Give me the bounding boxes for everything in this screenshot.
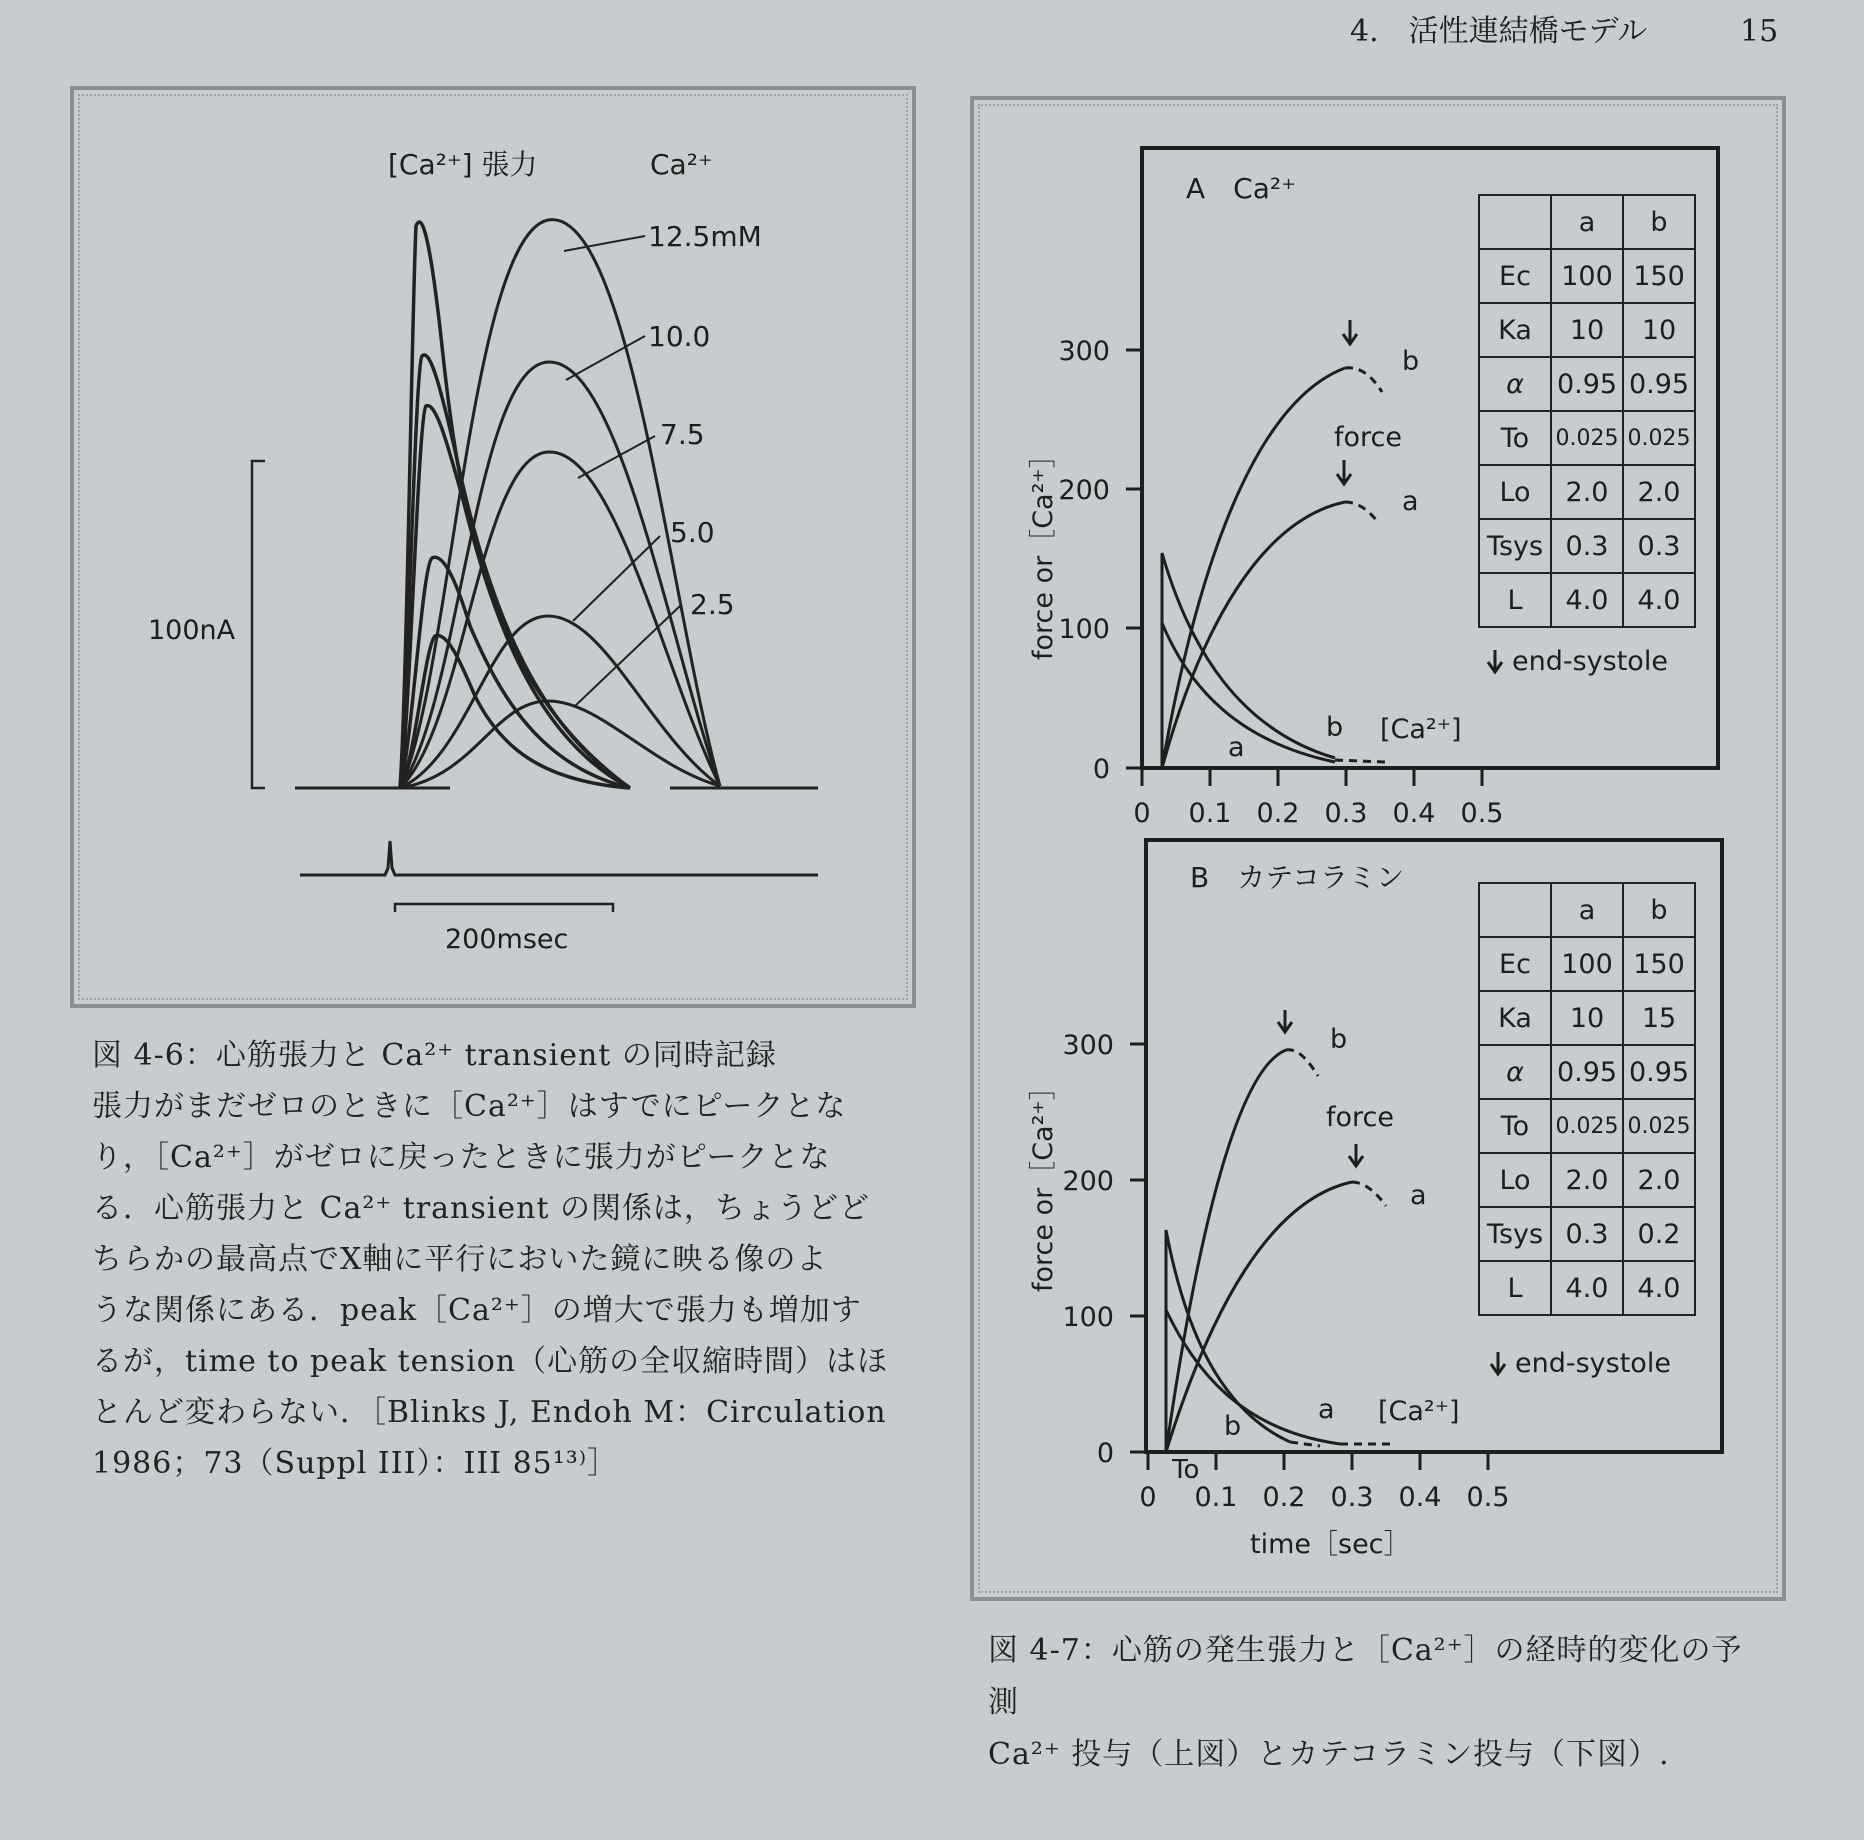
panel-a-label-b: b bbox=[1402, 346, 1420, 377]
caption-line: Ca²⁺ 投与（上図）とカテコラミン投与（下図）. bbox=[988, 1737, 1670, 1772]
caption-line: うな関係にある．peak［Ca²⁺］の増大で張力も増加す bbox=[92, 1293, 862, 1328]
panel-a-arrow-a bbox=[1337, 460, 1351, 484]
caption-line: 張力がまだゼロのときに［Ca²⁺］はすでにピークとな bbox=[92, 1089, 847, 1124]
panel-b-arrow-a bbox=[1349, 1144, 1363, 1166]
panel-a-ca-tail bbox=[1335, 760, 1385, 762]
panel-a-xtick: 0.3 bbox=[1324, 798, 1368, 829]
panel-a-ca-label-b: b bbox=[1326, 712, 1344, 743]
end-systole-icon bbox=[1488, 650, 1502, 672]
panel-a-ca-b bbox=[1162, 553, 1335, 768]
panel-b-param-table: a b Ec 100 150 Ka 10 15 α 0.95 0.95 To 0.025 0.025 Lo 2.0 2.0 Tsys 0.3 0.2 L 4.0 4.0 bbox=[1478, 882, 1696, 1316]
caption-line: り，［Ca²⁺］がゼロに戻ったときに張力がピークとな bbox=[92, 1140, 831, 1175]
panel-a-ca-label-a: a bbox=[1228, 732, 1245, 763]
panel-b-arrow-b bbox=[1278, 1010, 1292, 1032]
conc-label-50: 5.0 bbox=[670, 516, 715, 549]
panel-b-force-a-tail bbox=[1352, 1182, 1386, 1206]
panel-a-force-b-tail bbox=[1345, 368, 1382, 392]
panel-b-ytick: 100 bbox=[1062, 1302, 1114, 1333]
panel-b-ytick: 0 bbox=[1096, 1438, 1114, 1469]
scale-time-label: 200msec bbox=[445, 924, 569, 955]
panel-b-force-label: force bbox=[1326, 1102, 1394, 1133]
panel-b-ytick: 300 bbox=[1062, 1030, 1114, 1061]
panel-b-ca-a bbox=[1166, 1310, 1340, 1452]
panel-b-force-b-tail bbox=[1286, 1050, 1318, 1076]
caption-line: 測 bbox=[988, 1685, 1019, 1720]
panel-a-xtick: 0 bbox=[1133, 798, 1151, 829]
panel-a-ytick: 100 bbox=[1058, 614, 1110, 645]
ca-transient-100 bbox=[400, 355, 630, 788]
legend-ca-tension: [Ca²⁺] 張力 bbox=[388, 148, 538, 181]
panel-b-xtick: 0.1 bbox=[1194, 1482, 1238, 1513]
panel-b-to-label: To bbox=[1172, 1455, 1200, 1485]
panel-b-label-b: b bbox=[1330, 1024, 1348, 1055]
panel-b-label-a: a bbox=[1410, 1180, 1427, 1211]
caption-line: 1986；73（Suppl III）：III 85¹³⁾］ bbox=[92, 1446, 619, 1481]
conc-label-125: 12.5mM bbox=[648, 220, 762, 253]
panel-a-xtick: 0.1 bbox=[1188, 798, 1232, 829]
caption-line: とんど変わらない．［Blinks J, Endoh M：Circulation bbox=[92, 1395, 887, 1430]
panel-a-ytick: 0 bbox=[1092, 754, 1110, 785]
panel-a-force-label: force bbox=[1334, 422, 1402, 453]
panel-a-end-systole: end-systole bbox=[1512, 646, 1668, 677]
panel-a-title: A Ca²⁺ bbox=[1186, 172, 1296, 205]
panel-a-force-b bbox=[1162, 368, 1345, 768]
panel-b-ytick: 200 bbox=[1062, 1166, 1114, 1197]
end-systole-icon bbox=[1491, 1352, 1505, 1374]
page-number: 15 bbox=[1740, 14, 1779, 49]
panel-a-ca-label: [Ca²⁺] bbox=[1380, 714, 1462, 745]
panel-b-xtick: 0.3 bbox=[1330, 1482, 1374, 1513]
panel-b-end-systole: end-systole bbox=[1515, 1348, 1671, 1379]
caption-line: るが，time to peak tension（心筋の全収縮時間）はほ bbox=[92, 1344, 889, 1379]
panel-a-force-a-tail bbox=[1345, 502, 1378, 522]
panel-b-ca-label-b: b bbox=[1224, 1411, 1242, 1442]
conc-label-75: 7.5 bbox=[660, 418, 705, 451]
stimulus-trace bbox=[300, 841, 818, 875]
conc-label-25: 2.5 bbox=[690, 588, 735, 621]
ca-transient-50 bbox=[400, 557, 630, 788]
panel-a-xtick: 0.4 bbox=[1392, 798, 1436, 829]
panel-b-ca-tail bbox=[1290, 1442, 1390, 1446]
panel-a-ytick: 200 bbox=[1058, 475, 1110, 506]
panel-b-force-b bbox=[1166, 1050, 1286, 1452]
panel-b-title: B カテコラミン bbox=[1190, 861, 1405, 894]
panel-b-xlabel: time［sec］ bbox=[1250, 1529, 1411, 1560]
caption-line: 図 4-6：心筋張力と Ca²⁺ transient の同時記録 bbox=[92, 1038, 777, 1073]
panel-b-ca-label: [Ca²⁺] bbox=[1378, 1396, 1460, 1427]
panel-a-param-table: a b Ec 100 150 Ka 10 10 α 0.95 0.95 To 0.025 0.025 Lo 2.0 2.0 Tsys 0.3 0.3 L 4.0 4.0 bbox=[1478, 194, 1696, 628]
conc-label-100: 10.0 bbox=[648, 320, 711, 353]
panel-a-xtick: 0.2 bbox=[1256, 798, 1300, 829]
panel-a-ytick: 300 bbox=[1058, 336, 1110, 367]
panel-b-ca-label-a: a bbox=[1318, 1394, 1335, 1425]
scale-bar-time bbox=[395, 904, 613, 912]
panel-b-xtick: 0.2 bbox=[1262, 1482, 1306, 1513]
scale-current-label: 100nA bbox=[148, 615, 236, 646]
panel-b-ylabel: force or［Ca²⁺］ bbox=[1028, 1073, 1059, 1292]
panel-b-xtick: 0.5 bbox=[1466, 1482, 1510, 1513]
panel-a-xtick: 0.5 bbox=[1460, 798, 1504, 829]
panel-b-xtick: 0 bbox=[1139, 1482, 1157, 1513]
running-header: 4. 活性連結橋モデル bbox=[1350, 14, 1648, 49]
panel-a-label-a: a bbox=[1402, 486, 1419, 517]
caption-line: 図 4-7：心筋の発生張力と［Ca²⁺］の経時的変化の予 bbox=[988, 1633, 1743, 1668]
scale-bar-current bbox=[252, 461, 265, 788]
figure-4-7-caption bbox=[988, 1625, 1808, 1781]
legend-ca: Ca²⁺ bbox=[650, 148, 713, 181]
panel-b-xtick: 0.4 bbox=[1398, 1482, 1442, 1513]
figure-4-6-caption bbox=[92, 1030, 932, 1489]
caption-line: ちらかの最高点でX軸に平行においた鏡に映る像のよ bbox=[92, 1242, 828, 1277]
figure-4-6-chart bbox=[70, 86, 916, 1008]
panel-a-ylabel: force or［Ca²⁺］ bbox=[1028, 441, 1059, 660]
panel-a-arrow-b bbox=[1343, 320, 1357, 344]
caption-line: る．心筋張力と Ca²⁺ transient の関係は，ちょうどど bbox=[92, 1191, 871, 1226]
